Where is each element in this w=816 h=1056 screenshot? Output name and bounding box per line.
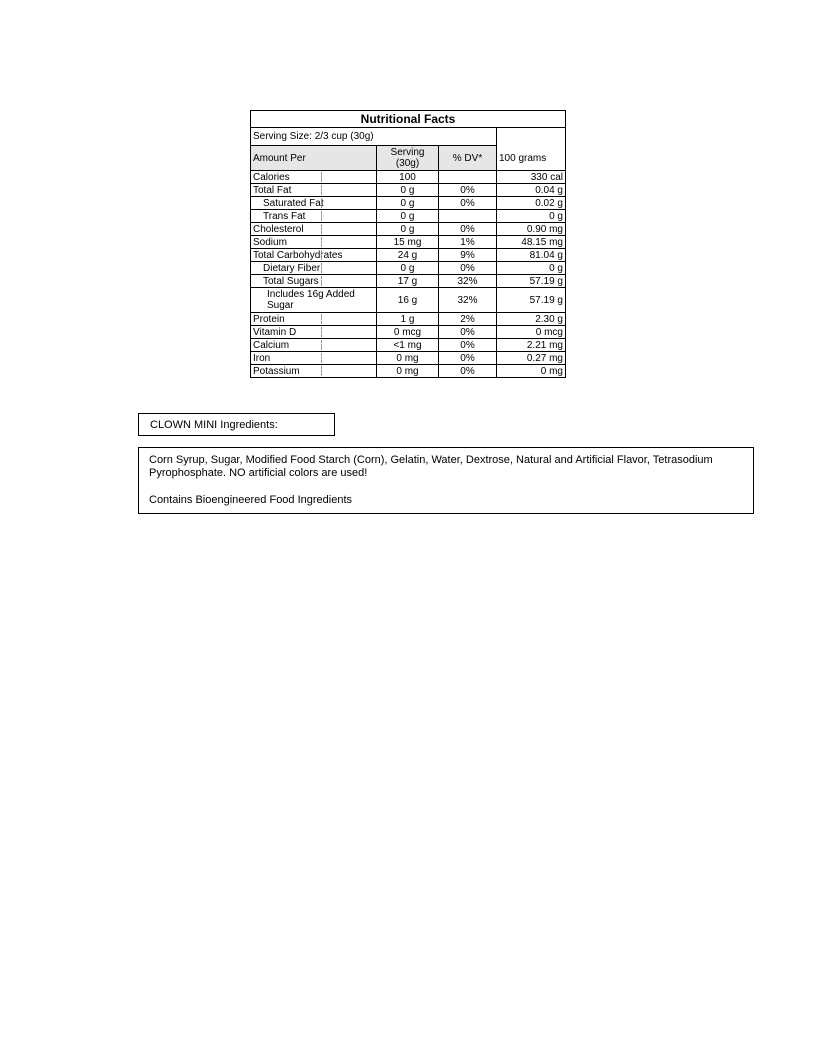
nutrient-serving-amount: 0 g <box>377 184 439 197</box>
nutrient-row <box>251 210 566 223</box>
nutrient-row <box>251 262 566 275</box>
nutrient-name: Calories <box>251 171 377 184</box>
nutrient-per-100g: 48.15 mg <box>497 236 566 249</box>
nutrient-serving-amount: 0 g <box>377 197 439 210</box>
nutrient-name: Saturated Fat <box>251 197 377 210</box>
nutrient-row <box>251 223 566 236</box>
ingredients-title-box <box>138 413 335 436</box>
ingredients-title: CLOWN MINI Ingredients: <box>150 419 278 431</box>
nutrient-daily-value: 0% <box>439 223 497 236</box>
nutrient-per-100g: 0 g <box>497 210 566 223</box>
nutrient-name: Total Fat <box>251 184 377 197</box>
nutrient-per-100g: 0.90 mg <box>497 223 566 236</box>
nutrient-per-100g: 330 cal <box>497 171 566 184</box>
ingredients-box <box>138 447 754 514</box>
nutrient-per-100g: 0.27 mg <box>497 352 566 365</box>
nutrient-row <box>251 326 566 339</box>
nutrient-per-100g: 0 mcg <box>497 326 566 339</box>
nutrient-per-100g: 57.19 g <box>497 275 566 288</box>
nutrient-per-100g: 2.30 g <box>497 313 566 326</box>
ingredients-text: Corn Syrup, Sugar, Modified Food Starch (Corn), Gelatin, Water, Dextrose, Natural and Artificial Flavor, Tetrasodium Pyrophosphate. NO artificial colors are used! <box>149 454 713 479</box>
nutrient-name: Potassium <box>251 365 377 378</box>
nutrient-per-100g: 0 mg <box>497 365 566 378</box>
nutrient-name: Vitamin D <box>251 326 377 339</box>
nutrient-per-100g: 0.02 g <box>497 197 566 210</box>
nutrient-row <box>251 352 566 365</box>
nutrient-daily-value: 0% <box>439 326 497 339</box>
nutrient-name: Cholesterol <box>251 223 377 236</box>
nutrient-daily-value: 1% <box>439 236 497 249</box>
nutrient-name: Total Sugars <box>251 275 377 288</box>
nutrient-name: Trans Fat <box>251 210 377 223</box>
nutrient-serving-amount: 100 <box>377 171 439 184</box>
nutrient-serving-amount: 0 mcg <box>377 326 439 339</box>
nutrient-daily-value: 9% <box>439 249 497 262</box>
nutrient-name: Includes 16g Added Sugar <box>251 288 377 313</box>
nutrient-daily-value: 32% <box>439 275 497 288</box>
nutrient-per-100g: 0.04 g <box>497 184 566 197</box>
nutrient-serving-amount: 0 g <box>377 210 439 223</box>
nutrient-row <box>251 313 566 326</box>
nutrient-serving-amount: 0 mg <box>377 365 439 378</box>
nutrient-daily-value: 0% <box>439 352 497 365</box>
nutrient-serving-amount: 16 g <box>377 288 439 313</box>
nutrient-row <box>251 236 566 249</box>
nutrition-title: Nutritional Facts <box>251 111 566 128</box>
nutrition-facts-table <box>250 110 566 378</box>
contains-statement: Contains Bioengineered Food Ingredients <box>149 494 353 506</box>
nutrient-per-100g: 57.19 g <box>497 288 566 313</box>
header-dv: % DV* <box>439 146 497 171</box>
nutrient-serving-amount: 0 mg <box>377 352 439 365</box>
nutrient-row <box>251 365 566 378</box>
nutrient-per-100g: 0 g <box>497 262 566 275</box>
nutrient-name: Sodium <box>251 236 377 249</box>
nutrient-name: Iron <box>251 352 377 365</box>
nutrient-daily-value: 0% <box>439 339 497 352</box>
header-amount-per: Amount Per <box>251 146 377 171</box>
nutrient-serving-amount: 17 g <box>377 275 439 288</box>
nutrient-row <box>251 184 566 197</box>
nutrient-row <box>251 197 566 210</box>
nutrient-per-100g: 81.04 g <box>497 249 566 262</box>
nutrient-serving-amount: 0 g <box>377 262 439 275</box>
serving-size: Serving Size: 2/3 cup (30g) <box>251 128 497 146</box>
nutrient-daily-value: 32% <box>439 288 497 313</box>
nutrient-row <box>251 275 566 288</box>
nutrient-serving-amount: <1 mg <box>377 339 439 352</box>
header-serving: Serving (30g) <box>377 146 439 171</box>
nutrient-serving-amount: 0 g <box>377 223 439 236</box>
nutrient-daily-value: 0% <box>439 197 497 210</box>
nutrient-rows <box>251 171 566 378</box>
nutrient-name: Protein <box>251 313 377 326</box>
nutrient-daily-value: 2% <box>439 313 497 326</box>
nutrient-daily-value <box>439 171 497 184</box>
nutrient-row <box>251 339 566 352</box>
nutrient-row <box>251 171 566 184</box>
header-100-grams-label: 100 grams <box>499 153 547 164</box>
nutrient-row <box>251 249 566 262</box>
nutrient-daily-value: 0% <box>439 365 497 378</box>
nutrient-name: Calcium <box>251 339 377 352</box>
nutrient-row <box>251 288 566 313</box>
nutrient-daily-value: 0% <box>439 262 497 275</box>
nutrient-serving-amount: 24 g <box>377 249 439 262</box>
nutrient-daily-value <box>439 210 497 223</box>
header-100-grams <box>497 128 566 171</box>
nutrient-name: Total Carbohydrates <box>251 249 377 262</box>
nutrient-serving-amount: 1 g <box>377 313 439 326</box>
nutrient-name: Dietary Fiber <box>251 262 377 275</box>
nutrient-serving-amount: 15 mg <box>377 236 439 249</box>
nutrient-daily-value: 0% <box>439 184 497 197</box>
nutrient-per-100g: 2.21 mg <box>497 339 566 352</box>
